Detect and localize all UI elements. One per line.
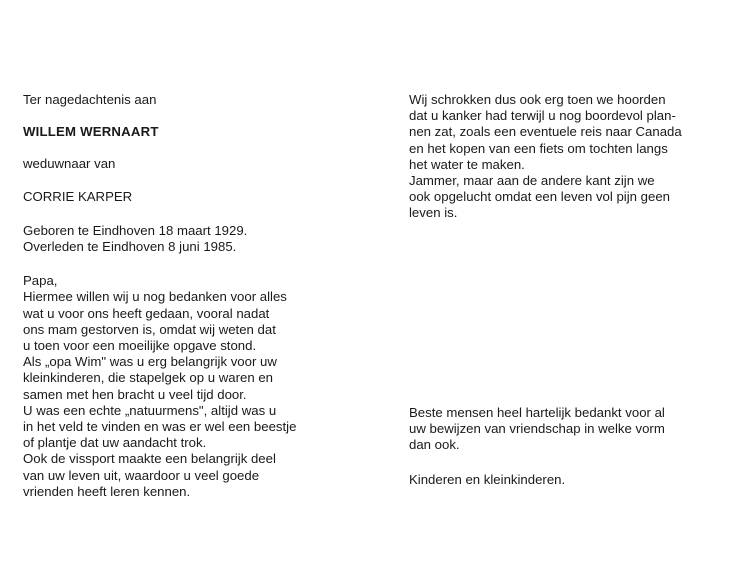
intro-text: Ter nagedachtenis aan [23, 92, 157, 107]
tribute-text [23, 289, 295, 500]
tribute-line: of plantje dat uw aandacht trok. [23, 435, 207, 451]
salutation: Papa, [23, 273, 58, 289]
tribute-line: leven is. [409, 205, 458, 221]
tribute-line: U was een echte „natuurmens", altijd was u [23, 402, 277, 418]
right-column [409, 92, 699, 222]
tribute-line: nen zat, zoals een eventuele reis naar Canada [409, 124, 682, 140]
tribute-line: Wij schrokken dus ook erg toen we hoorden [409, 92, 666, 107]
birth-line: Geboren te Eindhoven 18 maart 1929. [23, 222, 248, 238]
death-line: Overleden te Eindhoven 8 juni 1985. [23, 239, 237, 255]
signature: Kinderen en kleinkinderen. [409, 471, 566, 487]
thanks-line: dan ook. [409, 437, 460, 453]
tribute-line: u toen voor een moeilijke opgave stond. [23, 338, 257, 354]
tribute-line: wat u voor ons heeft gedaan, vooral nadat [23, 305, 270, 321]
tribute-line: kleinkinderen, die stapelgek op u waren en [23, 370, 273, 386]
tribute-line: Jammer, maar aan de andere kant zijn we [409, 173, 655, 189]
tribute-line: vrienden heeft leren kennen. [23, 483, 191, 499]
thanks-section [409, 405, 699, 488]
left-column [23, 92, 295, 500]
tribute-line: dat u kanker had terwijl u nog boordevol plan- [409, 108, 676, 124]
thanks-line: Beste mensen heel hartelijk bedankt voor al [409, 405, 665, 420]
tribute-line: ons mam gestorven is, omdat wij weten dat [23, 321, 276, 337]
tribute-line: ook opgelucht omdat een leven vol pijn geen [409, 189, 671, 205]
thanks-line: uw bewijzen van vriendschap in welke vorm [409, 421, 665, 437]
deceased-name: WILLEM WERNAART [23, 124, 159, 140]
tribute-line: Als „opa Wim" was u erg belangrijk voor uw [23, 354, 277, 370]
tribute-line: Ook de vissport maakte een belangrijk deel [23, 451, 276, 467]
relation-text: weduwnaar van [23, 156, 116, 172]
tribute-line: het water te maken. [409, 156, 525, 172]
tribute-line: van uw leven uit, waardoor u veel goede [23, 467, 260, 483]
tribute-line: samen met hen bracht u veel tijd door. [23, 386, 247, 402]
tribute-line: in het veld te vinden en was er wel een beestje [23, 419, 297, 435]
tribute-line: Hiermee willen wij u nog bedanken voor alles [23, 289, 287, 305]
spouse-name: CORRIE KARPER [23, 188, 133, 204]
tribute-line: en het kopen van een fiets om tochten langs [409, 140, 668, 156]
